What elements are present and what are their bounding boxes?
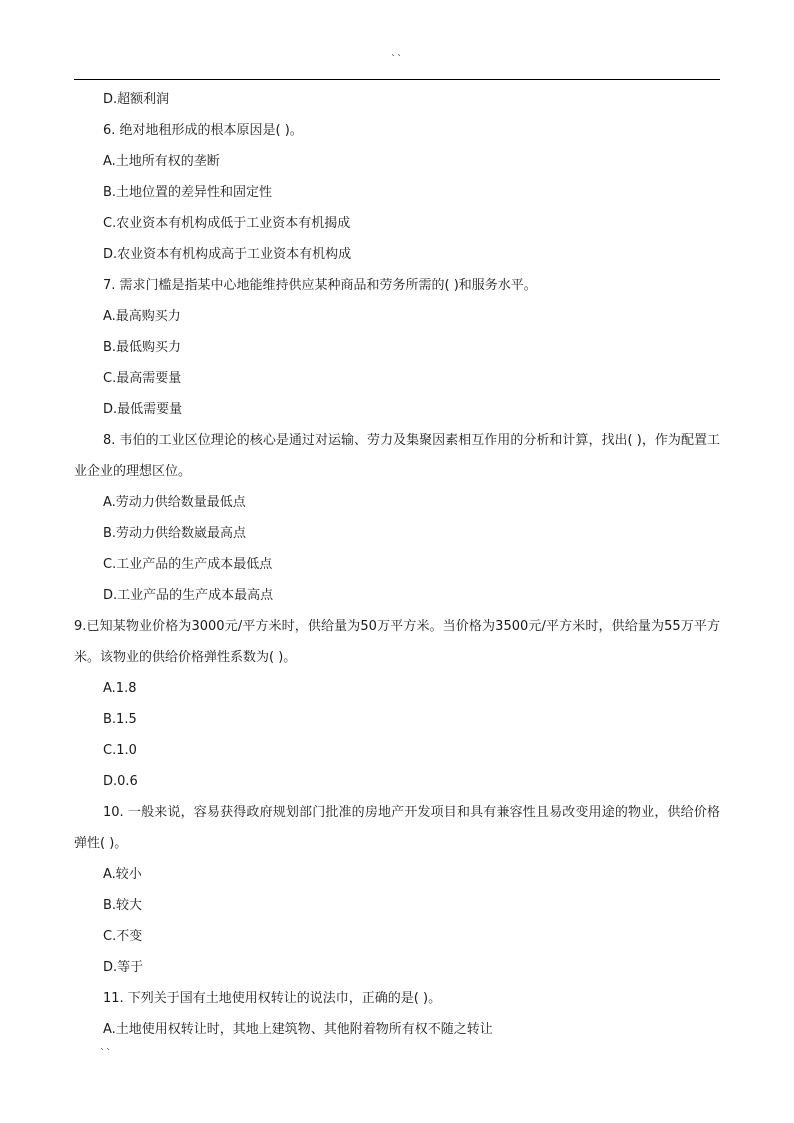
question-6: 6. 绝对地租形成的根本原因是( )。 [103,123,303,138]
option-8a: A.劳动力供给数量最低点 [103,495,246,510]
question-10: 10. 一般来说，容易获得政府规划部门批准的房地产开发项目和具有兼容性且易改变用途的物业，供给价格弹性( )。 [74,805,720,851]
header-rule [74,79,720,80]
option-8d: D.工业产品的生产成本最高点 [103,588,274,603]
option-10d: D.等于 [103,960,144,975]
option-7b: B.最低购买力 [103,340,182,355]
option-7d: D.最低需要量 [103,402,183,417]
question-9: 9.已知某物业价格为3000元/平方米时，供给量为50万平方米。当价格为3500元/平方米时，供给量为55万平方米。该物业的供给价格弹性系数为( )。 [74,619,720,665]
document-body [74,84,720,1045]
option-9d: D.0.6 [103,774,138,789]
option-9a: A.1.8 [103,681,137,696]
option-6b: B.土地位置的差异性和固定性 [103,185,273,200]
option-9c: C.1.0 [103,743,137,758]
option-5d: D.超额利润 [103,92,170,107]
question-11: 11. 下列关于国有土地使用权转让的说法巾，正确的是( )。 [103,991,442,1006]
option-11a: A.土地使用权转让时，其地上建筑物、其他附着物所有权不随之转让 [103,1022,493,1037]
question-8: 8. 韦伯的工业区位理论的核心是通过对运输、劳力及集聚因素相互作用的分析和计算，找出( )，作为配置工业企业的理想区位。 [74,433,720,479]
option-7a: A.最高购买力 [103,309,181,324]
option-10b: B.较大 [103,898,143,913]
footer-mark: `` [100,1048,112,1059]
option-9b: B.1.5 [103,712,137,727]
question-7: 7. 需求门槛是指某中心地能维持供应某种商品和劳务所需的( )和服务水平。 [103,278,537,293]
option-6a: A.土地所有权的垄断 [103,154,220,169]
option-8b: B.劳动力供给数崴最高点 [103,526,247,541]
option-8c: C.工业产品的生产成本最低点 [103,557,273,572]
option-7c: C.最高需要量 [103,371,182,386]
option-6d: D.农业资本有机构成高于工业资本有机构成 [103,247,352,262]
option-10c: C.不变 [103,929,143,944]
option-6c: C.农业资本有机构成低于工业资本有机揭成 [103,216,351,231]
option-10a: A.较小 [103,867,142,882]
header-mark: `` [391,54,403,65]
